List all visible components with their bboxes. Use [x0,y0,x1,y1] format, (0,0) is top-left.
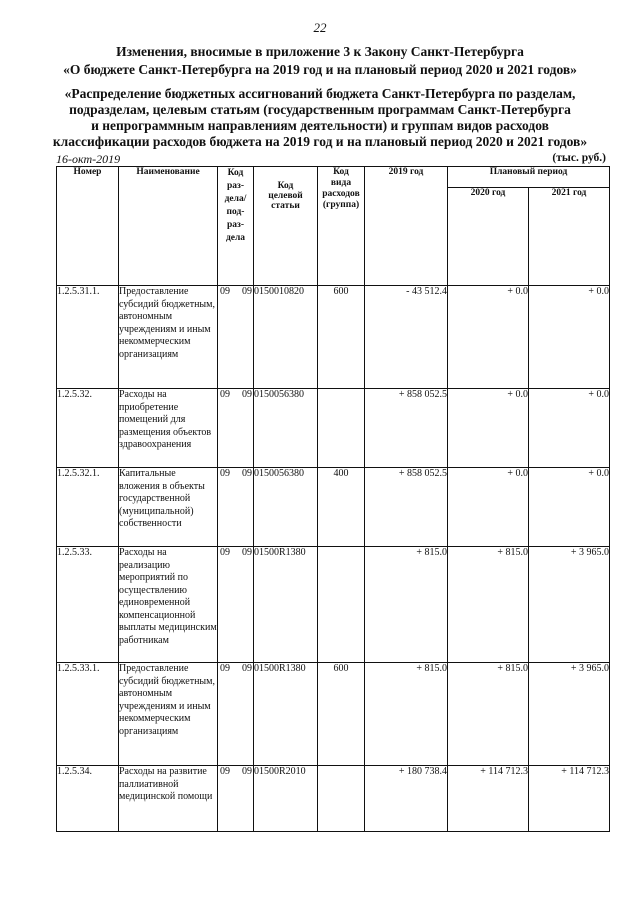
row-amount-2020: + 0.0 [448,389,529,468]
budget-table [56,166,610,832]
table-row [57,468,610,547]
table-row [57,663,610,766]
row-amount-2020: + 815.0 [448,663,529,766]
header-line: Код [277,181,294,191]
row-amount-2020: + 114 712.3 [448,766,529,832]
row-amount-2019: + 815.0 [365,663,448,766]
subsection-code: 09 [242,766,252,777]
row-section-code [218,389,254,468]
row-target-code: 0150056380 [254,389,318,468]
row-amount-2020: + 0.0 [448,468,529,547]
header-line: целевой [268,191,303,201]
subsection-code: 09 [242,547,252,558]
row-section-code [218,547,254,663]
row-name: Расходы на приобретение помещений для размещения объектов здравоохранения [119,389,218,468]
section-code: 09 [220,766,230,777]
page-number: 22 [313,20,327,35]
header-2020: 2020 год [448,188,529,286]
row-target-code: 0150010820 [254,286,318,389]
row-name: Капитальные вложения в объекты государственной (муниципальной) собственности [119,468,218,547]
row-target-code: 01500R1380 [254,547,318,663]
section-code: 09 [220,389,230,400]
row-section-code [218,468,254,547]
row-target-code: 01500R1380 [254,663,318,766]
header-line: раз- [226,181,244,191]
header-line: раз- [226,220,244,230]
row-section-code [218,286,254,389]
header-line: дела/ [224,194,247,204]
row-number: 1.2.5.33.1. [57,663,119,766]
section-code: 09 [220,547,230,558]
table-row [57,547,610,663]
subtitle-line: подразделам, целевым статьям (государственным программам Санкт-Петербурга [69,102,571,117]
row-name: Расходы на развитие паллиативной медицинской помощи [119,766,218,832]
row-kind-code [318,766,365,832]
row-amount-2021: + 3 965.0 [529,663,610,766]
document-title [0,43,640,79]
title-line: «О бюджете Санкт-Петербурга на 2019 год и на плановый период 2020 и 2021 годов» [63,62,577,77]
subsection-code: 09 [242,663,252,674]
row-name: Предоставление субсидий бюджетным, автономным учреждениям и иным некоммерческим организациям [119,286,218,389]
row-amount-2020: + 815.0 [448,547,529,663]
section-code: 09 [220,468,230,479]
header-line: Код [333,167,349,177]
subtitle-line: и непрограммным направлениям деятельности) и группам видов расходов [91,118,549,133]
table-row [57,286,610,389]
unit-label: (тыс. руб.) [552,152,606,164]
header-kind-code [318,167,365,286]
header-line: под- [226,207,245,217]
row-number: 1.2.5.32. [57,389,119,468]
table-row [57,766,610,832]
row-kind-code: 600 [318,663,365,766]
row-name: Расходы на реализацию мероприятий по осуществлению единовременной компенсационной выплаты медицинским работникам [119,547,218,663]
header-target-code [254,167,318,286]
row-section-code [218,766,254,832]
subtitle-line: классификации расходов бюджета на 2019 год и на плановый период 2020 и 2021 годов» [52,134,588,149]
row-amount-2019: + 858 052.5 [365,468,448,547]
row-amount-2019: + 858 052.5 [365,389,448,468]
document-date: 16-окт-2019 [56,152,121,166]
row-target-code: 01500R2010 [254,766,318,832]
title-line: Изменения, вносимые в приложение 3 к Закону Санкт-Петербурга [116,44,524,59]
section-code: 09 [220,663,230,674]
row-number: 1.2.5.32.1. [57,468,119,547]
row-kind-code: 600 [318,286,365,389]
header-plan-period: Плановый период [448,167,610,188]
row-number: 1.2.5.34. [57,766,119,832]
row-name: Предоставление субсидий бюджетным, автономным учреждениям и иным некоммерческим организациям [119,663,218,766]
row-amount-2019: - 43 512.4 [365,286,448,389]
row-amount-2021: + 3 965.0 [529,547,610,663]
header-line: дела [225,233,246,243]
row-amount-2019: + 180 738.4 [365,766,448,832]
subsection-code: 09 [242,468,252,479]
header-section-code [218,167,254,286]
header-2019: 2019 год [365,167,448,286]
header-name: Наименование [119,167,218,286]
row-target-code: 0150056380 [254,468,318,547]
row-amount-2021: + 0.0 [529,286,610,389]
header-line: статьи [271,201,300,211]
header-row [57,167,610,188]
row-amount-2021: + 0.0 [529,468,610,547]
table-row [57,389,610,468]
row-amount-2021: + 114 712.3 [529,766,610,832]
document-subtitle [0,86,640,150]
row-section-code [218,663,254,766]
row-amount-2019: + 815.0 [365,547,448,663]
header-line: Код [227,168,244,178]
subtitle-line: «Распределение бюджетных ассигнований бюджета Санкт-Петербурга по разделам, [64,86,576,101]
section-code: 09 [220,286,230,297]
header-line: расходов [322,189,360,199]
row-amount-2020: + 0.0 [448,286,529,389]
header-line: (группа) [322,200,360,210]
row-number: 1.2.5.33. [57,547,119,663]
header-line: вида [330,178,352,188]
row-kind-code: 400 [318,468,365,547]
row-number: 1.2.5.31.1. [57,286,119,389]
subsection-code: 09 [242,286,252,297]
header-2021: 2021 год [529,188,610,286]
row-amount-2021: + 0.0 [529,389,610,468]
subsection-code: 09 [242,389,252,400]
row-kind-code [318,389,365,468]
header-number: Номер [57,167,119,286]
row-kind-code [318,547,365,663]
